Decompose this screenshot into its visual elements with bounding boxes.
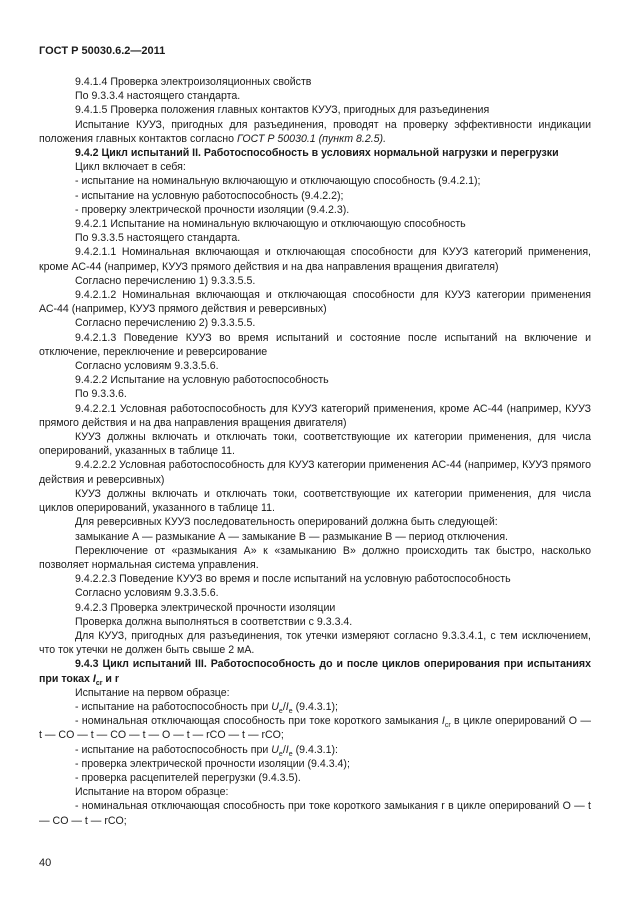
list-item <box>39 743 591 757</box>
paragraph: Для реверсивных КУУЗ последовательность оперирований должна быть следующей: <box>75 516 498 529</box>
symbol-slash: / <box>282 743 286 756</box>
section-heading: 9.4.2 Цикл испытаний II. Работоспособность в условиях нормальной нагрузки и перегрузки <box>75 147 559 160</box>
list-text: в цикле оперирований О — t — CO — t — CO — t — O — t — rCO — t — rCO; <box>39 715 591 742</box>
heading-text: и r <box>105 672 120 685</box>
paragraph: Согласно перечислению 2) 9.3.3.5.5. <box>75 317 256 330</box>
list-item: - проверка расцепителей перегрузки (9.4.3.5). <box>75 771 301 784</box>
list-item: - номинальная отключающая способность при токе короткого замыкания r в цикле оперирований О — t — CO — t — rCO; <box>39 800 591 827</box>
paragraph: Для КУУЗ, пригодных для разъединения, ток утечки измеряют согласно 9.3.3.4.1, с тем исключением, что ток утечки не должен быть свыше 2 мА. <box>39 629 591 657</box>
list-text: - номинальная отключающая способность при токе короткого замыкания <box>75 715 439 728</box>
symbol-I: I <box>92 672 96 685</box>
symbol-U: U <box>271 700 279 713</box>
paragraph: 9.4.2.1.1 Номинальная включающая и отключающая способности для КУУЗ категорий применения, кроме АС-44 (например, КУУЗ прямого действия и на два направления вращения двигателя) <box>39 246 591 273</box>
symbol-sub-cr: cr <box>444 722 451 730</box>
paragraph: Испытание на втором образце: <box>75 786 229 799</box>
paragraph: Согласно условиям 9.3.3.5.6. <box>75 360 219 373</box>
symbol-slash: / <box>282 700 286 713</box>
paragraph: КУУЗ должны включать и отключать токи, соответствующие их категории применения, для числа циклов оперирований, указанного в таблице 11. <box>39 487 591 515</box>
symbol-sub-cr: cr <box>95 679 103 687</box>
list-text: - испытание на работоспособность при <box>75 700 269 713</box>
symbol-I: I <box>441 715 445 728</box>
symbol-sub-e: e <box>278 708 283 716</box>
paragraph: 9.4.2.3 Проверка электрической прочности изоляции <box>75 601 336 614</box>
heading-text: 9.4.3 Цикл испытаний III. Работоспособность до и после циклов оперирования при испытаниях при токах <box>39 658 591 685</box>
paragraph: 9.4.1.5 Проверка положения главных контактов КУУЗ, пригодных для разъединения <box>75 104 490 117</box>
paragraph: 9.4.2.1.3 Поведение КУУЗ во время испытаний и состояние после испытаний на включение и отключение, переключение и реверсирование <box>39 331 591 358</box>
symbol-sub-e: e <box>288 750 293 758</box>
symbol-I: I <box>285 700 289 713</box>
paragraph: КУУЗ должны включать и отключать токи, соответствующие их категории применения, для числа оперирований, указанных в таблице 11. <box>39 431 591 458</box>
paragraph: По 9.3.3.6. <box>75 388 127 401</box>
symbol-I: I <box>285 743 289 756</box>
symbol-sub-e: e <box>278 750 283 758</box>
list-text: (9.4.3.1); <box>295 700 338 713</box>
document-header: ГОСТ Р 50030.6.2—2011 <box>39 45 166 57</box>
symbol-sub-e: e <box>288 708 293 716</box>
paragraph: Проверка должна выполняться в соответствии с 9.3.3.4. <box>75 615 353 628</box>
paragraph: 9.4.1.4 Проверка электроизоляционных свойств <box>75 76 312 88</box>
paragraph: Согласно перечислению 1) 9.3.3.5.5. <box>75 274 256 287</box>
paragraph-text: Испытание КУУЗ, пригодных для разъединения, проводят на проверку эффективности индикации положения главных контактов согласно <box>39 118 591 145</box>
reference-italic: ГОСТ Р 50030.1 (пункт 8.2.5). <box>237 132 387 145</box>
list-item <box>39 714 591 742</box>
paragraph: 9.4.2.2.3 Поведение КУУЗ во время и после испытаний на условную работоспособность <box>75 573 511 586</box>
paragraph: По 9.3.3.5 настоящего стандарта. <box>75 232 241 245</box>
paragraph: Переключение от «размыкания А» к «замыканию В» должно происходить так быстро, насколько позволяет нормальная система управления. <box>39 544 591 571</box>
section-heading <box>39 657 591 685</box>
paragraph: Испытание на первом образце: <box>75 686 230 699</box>
list-item: - испытание на условную работоспособность (9.4.2.2); <box>75 189 344 202</box>
paragraph: 9.4.2.2 Испытание на условную работоспособность <box>75 374 329 387</box>
paragraph: Цикл включает в себя: <box>75 161 186 174</box>
list-item: - испытание на номинальную включающую и отключающую способность (9.4.2.1); <box>75 175 481 188</box>
paragraph: По 9.3.3.4 настоящего стандарта. <box>75 90 241 103</box>
paragraph: замыкание А — размыкание А — замыкание В — размыкание В — период отключения. <box>75 530 509 543</box>
paragraph: 9.4.2.1.2 Номинальная включающая и отключающая способности для КУУЗ категории применения АС-44 (например, КУУЗ прямого действия и реверсивных) <box>39 289 591 316</box>
list-item <box>39 700 591 714</box>
symbol-U: U <box>271 743 279 756</box>
paragraph: 9.4.2.2.2 Условная работоспособность для КУУЗ категории применения АС-44 (например, КУУЗ прямого действия и реверсивных) <box>39 459 591 486</box>
list-text: - испытание на работоспособность при <box>75 743 269 756</box>
document-body <box>39 75 591 828</box>
page-number: 40 <box>39 857 52 869</box>
paragraph: 9.4.2.1 Испытание на номинальную включающую и отключающую способность <box>75 218 466 231</box>
paragraph: 9.4.2.2.1 Условная работоспособность для КУУЗ категорий применения, кроме АС-44 (например, КУУЗ прямого действия и на два направления вращения двигателя) <box>39 402 591 429</box>
list-item: - проверку электрической прочности изоляции (9.4.2.3). <box>75 203 350 216</box>
paragraph <box>39 118 591 146</box>
paragraph: Согласно условиям 9.3.3.5.6. <box>75 587 219 600</box>
list-text: (9.4.3.1): <box>295 743 338 756</box>
list-item: - проверка электрической прочности изоляции (9.4.3.4); <box>75 757 350 770</box>
